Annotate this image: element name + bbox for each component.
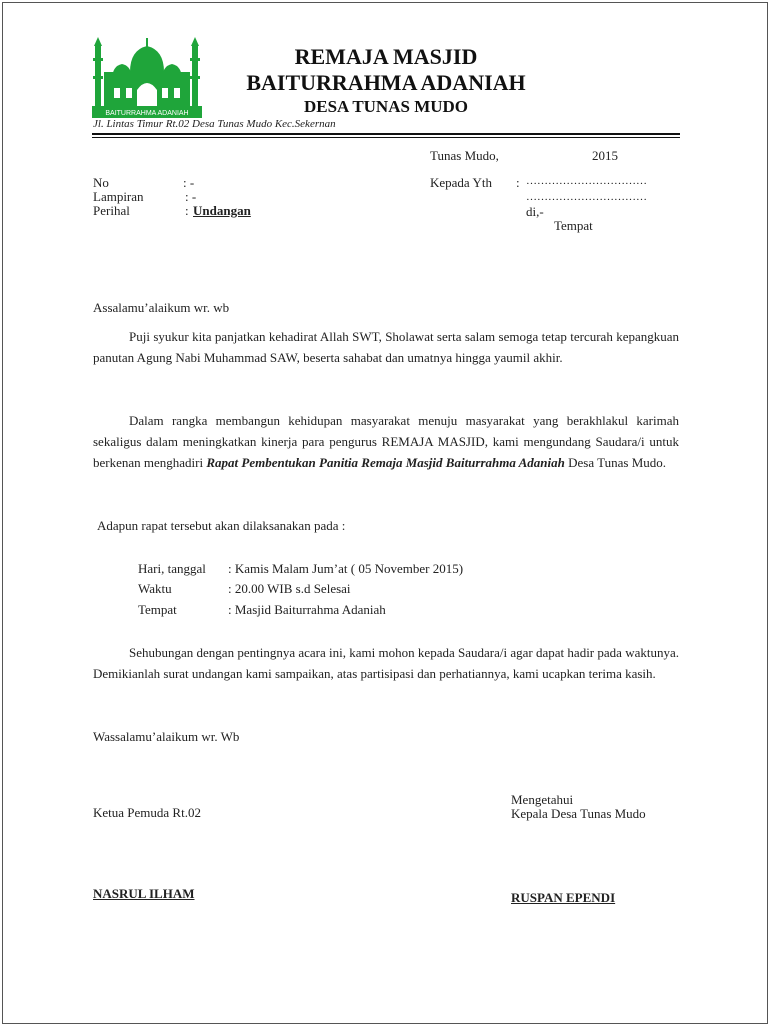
right-signer-pre: Mengetahui: [511, 792, 574, 807]
header-rule-thin: [92, 137, 680, 138]
no-label: No: [93, 175, 109, 190]
org-address: Jl. Lintas Timur Rt.02 Desa Tunas Mudo Kec.Sekernan: [93, 118, 336, 130]
event-name: Rapat Pembentukan Panitia Remaja Masjid Baiturrahma Adaniah: [206, 455, 565, 470]
paragraph-4-text: Sehubungan dengan pentingnya acara ini, kami mohon kepada Saudara/i agar dapat hadir pada waktunya. Demikianlah surat undangan kami sampaikan, atas partisipasi dan perhatiannya, kami ucapkan terima kasih.: [93, 645, 679, 681]
lampiran-value: : -: [185, 189, 197, 204]
org-name-line2: BAITURRAHMA ADANIAH: [246, 70, 526, 95]
no-value: : -: [183, 175, 195, 190]
letter-page: [2, 2, 768, 1024]
letter-year: 2015: [592, 148, 618, 163]
recipient-dots-1: ……………………………: [526, 175, 647, 187]
detail-value-place: : Masjid Baiturrahma Adaniah: [228, 602, 386, 617]
paragraph-1-text: Puji syukur kita panjatkan kehadirat Allah SWT, Sholawat serta salam semoga tetap tercurah kepangkuan panutan Agung Nabi Muhammad SAW, beserta sahabat dan umatnya hingga yaumil akhir.: [93, 329, 679, 365]
recipient-colon: :: [516, 175, 520, 190]
recipient-tempat: Tempat: [554, 218, 593, 233]
perihal-colon: :: [185, 203, 189, 218]
left-signer-name: NASRUL ILHAM: [93, 886, 195, 901]
detail-label-place: Tempat: [138, 602, 177, 617]
logo-caption: BAITURRAHMA ADANIAH: [105, 110, 189, 117]
recipient-di: di,-: [526, 204, 544, 219]
perihal-label: Perihal: [93, 203, 130, 218]
left-signer-title: Ketua Pemuda Rt.02: [93, 805, 201, 820]
recipient-label: Kepada Yth: [430, 175, 492, 190]
right-signer-name: RUSPAN EPENDI: [511, 890, 616, 905]
greeting: Assalamu’alaikum wr. wb: [93, 300, 230, 315]
paragraph-2: [93, 410, 679, 473]
detail-label-date: Hari, tanggal: [138, 561, 206, 576]
paragraph-1: [93, 326, 679, 368]
detail-value-date: : Kamis Malam Jum’at ( 05 November 2015): [228, 561, 464, 576]
letter-place: Tunas Mudo,: [430, 148, 499, 163]
perihal-value: Undangan: [193, 203, 251, 218]
org-village: DESA TUNAS MUDO: [303, 97, 469, 116]
closing: Wassalamu’alaikum wr. Wb: [93, 729, 240, 744]
header-rule-thick: [92, 133, 680, 135]
mosque-logo-icon: [92, 36, 202, 118]
lampiran-label: Lampiran: [93, 189, 144, 204]
detail-value-time: : 20.00 WIB s.d Selesai: [228, 581, 351, 596]
paragraph-3: Adapun rapat tersebut akan dilaksanakan pada :: [97, 518, 346, 533]
recipient-dots-2: ……………………………: [526, 191, 647, 203]
paragraph-2-start: Dalam rangka membangun kehidupan masyarakat menuju masyarakat yang berakhlakul karimah sekaligus dalam meningkatkan kinerja para pengurus REMAJA MASJID, kami mengundang Saudara/i untuk berkenan menghadiri: [93, 413, 679, 470]
right-signer-title: Kepala Desa Tunas Mudo: [511, 806, 646, 821]
paragraph-2-end: Desa Tunas Mudo.: [564, 455, 667, 470]
org-name-line1: REMAJA MASJID: [294, 44, 478, 69]
detail-label-time: Waktu: [138, 581, 172, 596]
paragraph-4: [93, 642, 679, 684]
